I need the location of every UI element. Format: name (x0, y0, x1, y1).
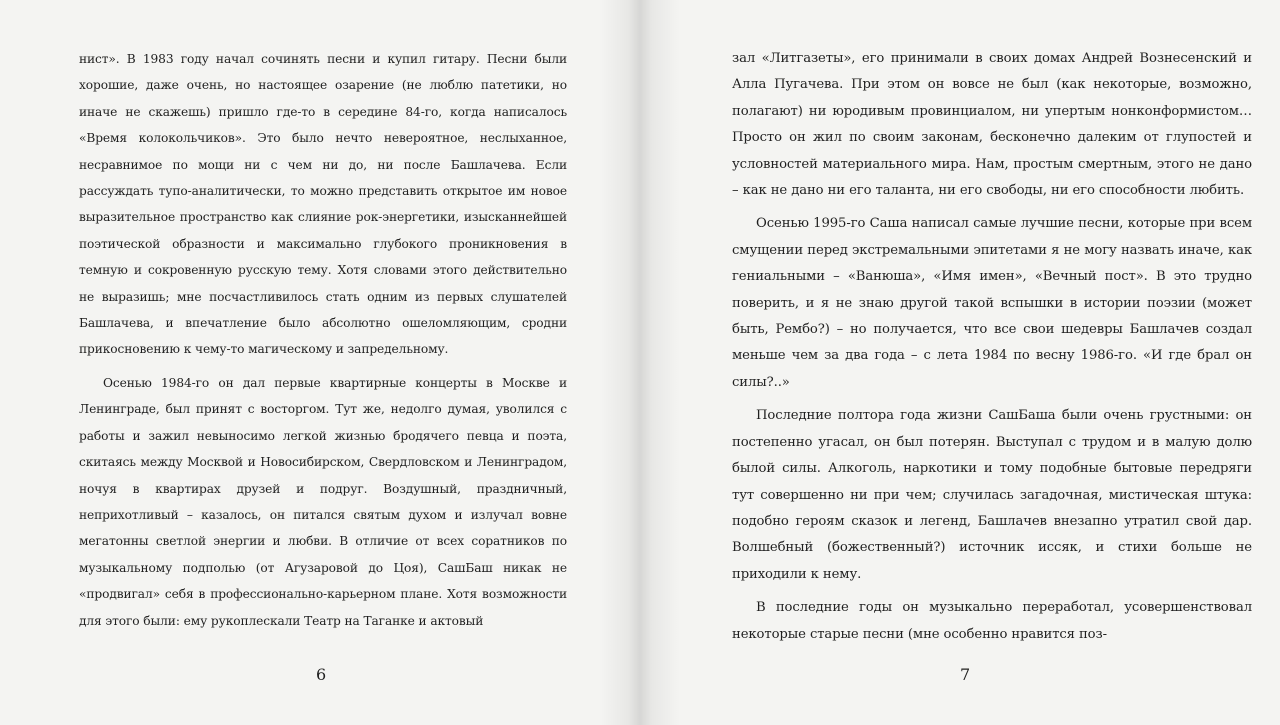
paragraph: нист». В 1983 году начал сочинять песни и купил гитару. Песни были хорошие, даже очень, но настоящее озарение (не люблю патетики, но иначе не скажешь) пришло где-то в середине 84-го, когда написалось «Время колокольчиков». Это было нечто невероятное, неслыханное, несравнимое по мощи ни с чем ни до, ни после Башлачева. Если рассуждать тупо-аналитически, то можно представить открытое им новое выразительное пространство как слияние рок-энергетики, изысканнейшей поэтической образности и максимально глубокого проникновения в темную и сокровенную русскую тему. Хотя словами этого действительно не выразишь; мне посчастливилось стать одним из первых слушателей Башлачева, и впечатление было абсолютно ошеломляющим, сродни прикосновению к чему-то магическому и запредельному. (79, 52, 567, 357)
page-number: 6 (316, 665, 327, 684)
paragraph: Осенью 1984-го он дал первые квартирные концерты в Москве и Ленинграде, был принят с восторгом. Тут же, недолго думая, уволился с работы и зажил невыносимо легкой жизнью бродячего певца и поэта, скитаясь между Москвой и Новосибирском, Свердловском и Ленинградом, ночуя в квартирах друзей и подруг. Воздушный, праздничный, неприхотливый – казалось, он питался святым духом и излучал вовне мегатонны светлой энергии и любви. В отличие от всех соратников по музыкальному подполью (от Агузаровой до Цоя), СашБаш никак не «продвигал» себя в профессионально-карьерном плане. Хотя возможности для этого были: ему рукоплескали Театр на Таганке и актовый (79, 375, 567, 628)
page-number: 7 (960, 665, 971, 684)
paragraph: Осенью 1995-го Саша написал самые лучшие песни, которые при всем смущении перед экстремальными эпитетами я не могу назвать иначе, как гениальными – «Ванюша», «Имя имен», «Вечный пост». В это трудно поверить, и я не знаю другой такой вспышки в истории поэзии (может быть, Рембо?) – но получается, что все свои шедевры Башлачев создал меньше чем за два года – с лета 1984 по весну 1986-го. «И где брал он силы?..» (732, 216, 1252, 390)
left-page-text (79, 46, 567, 634)
paragraph: В последние годы он музыкально переработал, усовершенствовал некоторые старые песни (мне особенно нравится поз- (732, 600, 1252, 642)
right-page (640, 0, 1280, 725)
paragraph: зал «Литгазеты», его принимали в своих домах Андрей Вознесенский и Алла Пугачева. При этом он вовсе не был (как некоторые, возможно, полагают) ни юродивым провинциалом, ни упертым нонконформистом… Просто он жил по своим законам, бесконечно далеким от глупостей и условностей материального мира. Нам, простым смертным, этого не дано – как не дано ни его таланта, ни его свободы, ни его способности любить. (732, 51, 1252, 199)
paragraph: Последние полтора года жизни СашБаша были очень грустными: он постепенно угасал, он был потерян. Выступал с трудом и в малую долю былой силы. Алкоголь, наркотики и тому подобные бытовые передряги тут совершенно ни при чем; случилась загадочная, мистическая штука: подобно героям сказок и легенд, Башлачев внезапно утратил свой дар. Волшебный (божественный?) источник иссяк, и стихи больше не приходили к нему. (732, 408, 1252, 582)
right-page-text (732, 46, 1252, 648)
